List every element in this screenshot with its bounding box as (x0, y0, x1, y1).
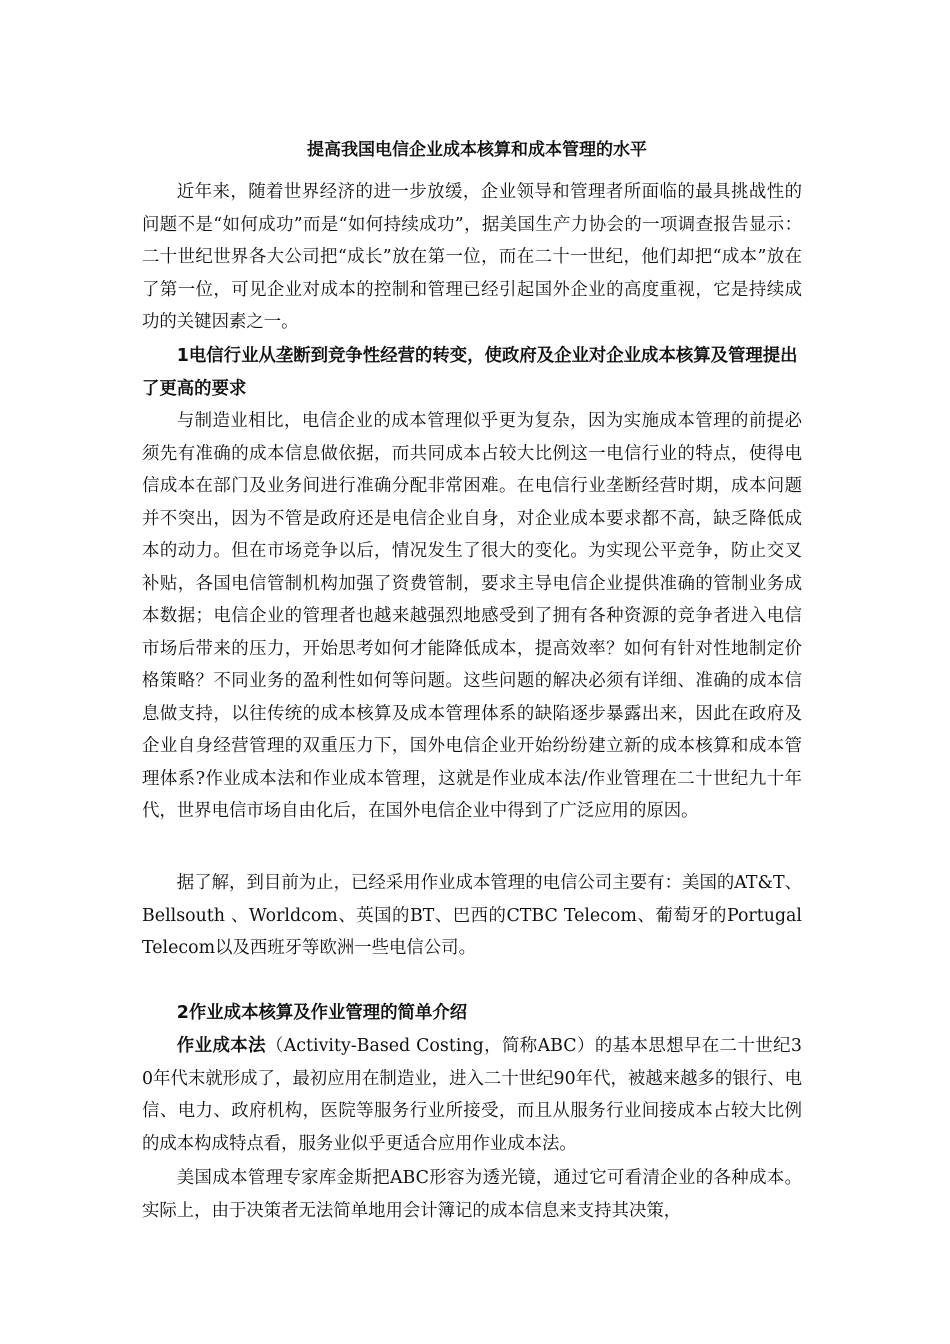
term-activity-based-costing: 作业成本法 (176, 1036, 266, 1056)
section-2-paragraph-1-text: （Activity-Based Costing，简称ABC）的基本思想早在二十世纪30年代末就形成了，最初应用在制造业，进入二十世纪90年代，被越来越多的银行、电信、电力、政府机构，医院等服务行业所接受，而且从服务行业间接成本占较大比例的成本构成特点看，服务业似乎更适合应用作业成本法。 (142, 1036, 802, 1154)
intro-paragraph: 近年来，随着世界经济的进一步放缓，企业领导和管理者所面临的最具挑战性的问题不是“如何成功”而是“如何持续成功”，据美国生产力协会的一项调查报告显示：二十世纪世界各大公司把“成长”放在第一位，而在二十一世纪，他们却把“成本”放在了第一位，可见企业对成本的控制和管理已经引起国外企业的高度重视，它是持续成功的关键因素之一。 (142, 182, 802, 332)
document-title: 提高我国电信企业成本核算和成本管理的水平 (307, 140, 647, 160)
section-1-paragraph-1: 与制造业相比，电信企业的成本管理似乎更为复杂，因为实施成本管理的前提必须先有准确的成本信息做依据，而共同成本占较大比例这一电信行业的特点，使得电信成本在部门及业务间进行准确分配非常困难。在电信行业垄断经营时期，成本问题并不突出，因为不管是政府还是电信企业自身，对企业成本要求都不高，缺乏降低成本的动力。但在市场竞争以后，情况发生了很大的变化。为实现公平竞争，防止交叉补贴，各国电信管制机构加强了资费管制，要求主导电信企业提供准确的管制业务成本数据；电信企业的管理者也越来越强烈地感受到了拥有各种资源的竞争者进入电信市场后带来的压力，开始思考如何才能降低成本，提高效率？如何有针对性地制定价格策略？不同业务的盈利性如何等问题。这些问题的解决必须有详细、准确的成本信息做支持，以往传统的成本核算及成本管理体系的缺陷逐步暴露出来，因此在政府及企业自身经营管理的双重压力下，国外电信企业开始纷纷建立新的成本核算和成本管理体系?作业成本法和作业成本管理，这就是作业成本法/作业管理在二十世纪九十年代，世界电信市场自由化后，在国外电信企业中得到了广泛应用的原因。 (142, 411, 802, 821)
section-1-paragraph-2: 据了解，到目前为止，已经采用作业成本管理的电信公司主要有：美国的AT&T、Bellsouth 、Worldcom、英国的BT、巴西的CTBC Telecom、葡萄牙的Portugal Telecom以及西班牙等欧洲一些电信公司。 (142, 873, 802, 958)
section-2-heading: 2作业成本核算及作业管理的简单介绍 (176, 1003, 468, 1023)
section-2-paragraph-1 (142, 1030, 802, 1160)
section-2-paragraph-2: 美国成本管理专家库金斯把ABC形容为透光镜，通过它可看清企业的各种成本。实际上，由于决策者无法简单地用会计簿记的成本信息来支持其决策， (142, 1168, 802, 1221)
section-1-heading: 1电信行业从垄断到竞争性经营的转变，使政府及企业对企业成本核算及管理提出了更高的要求 (142, 346, 798, 399)
